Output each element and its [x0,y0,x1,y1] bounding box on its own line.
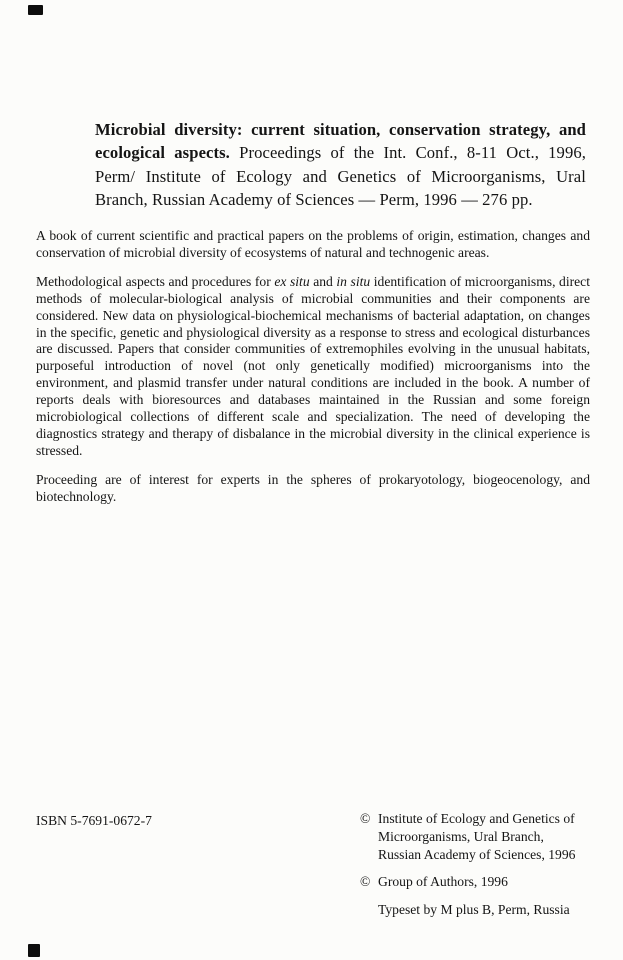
copyright-authors-text: Group of Authors, 1996 [378,874,508,889]
abstract-p2-seg3: identification of microorganisms, direct methods of molecular-biological analysis of microbial communities and their components are considered. New data on physiological-biochemical mechanisms of bacterial adaptation, on changes in the specific, genetic and physiological diversity as a response to stress and ecological disturbances are discussed. Papers that consider communities of extremophiles evolving in the unusual habitats, purposeful introduction of novel (not only genetically modified) microorganisms into the environment, and plasmid transfer under natural conditions are included in the book. A number of reports deals with bioresources and databases maintained in the Russian and some foreign microbiological collections of different scale and specialization. The need of developing the diagnostics strategy and therapy of disbalance in the microbial diversity in the clinical experience is stressed. [36,273,590,458]
scan-artifact-top-left [28,5,43,15]
abstract-paragraph-2 [36,274,590,460]
bibliographic-title-block [95,118,586,212]
copyright-institute [360,810,590,864]
typeset-credit: Typeset by M plus B, Perm, Russia [378,902,570,917]
abstract-p2-seg1: Methodological aspects and procedures for [36,273,275,289]
book-title-bold: Microbial diversity: current situation, conservation strategy, and ecological aspects. [95,120,586,163]
copyright-icon: © [360,811,371,826]
abstract-paragraph-1: A book of current scientific and practical papers on the problems of origin, estimation, changes and conservation of microbial diversity of ecosystems of natural and technogenic areas. [36,228,590,260]
copyright-institute-text: Institute of Ecology and Genetics of Microorganisms, Ural Branch, Russian Academy of Sciences, 1996 [378,811,576,862]
copyright-authors [360,873,590,891]
abstract-p2-italic-in-situ: in situ [336,273,371,289]
abstract-paragraph-3: Proceeding are of interest for experts in the spheres of prokaryotology, biogeocenology, and biotechnology. [36,471,590,504]
scan-artifact-bottom-left [28,944,40,957]
abstract-section [36,228,590,518]
copyright-credits [360,810,590,919]
book-title-rest: Proceedings of the Int. Conf., 8-11 Oct., 1996, Perm/ Institute of Ecology and Genetics of Microorganisms, Ural Branch, Russian Academy of Sciences — Perm, 1996 — 276 pp. [95,143,586,210]
isbn-number: ISBN 5-7691-0672-7 [36,813,152,828]
copyright-icon: © [360,874,371,889]
abstract-p2-italic-ex-situ: ex situ [274,273,310,289]
abstract-p2-seg2: and [309,273,337,289]
